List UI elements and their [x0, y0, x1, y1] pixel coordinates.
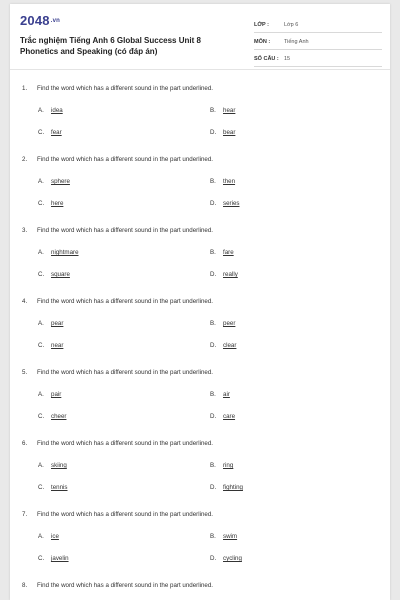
question-prompt-row	[22, 440, 213, 447]
site-logo[interactable]	[20, 13, 60, 28]
question-prompt-row	[22, 227, 213, 234]
question-prompt: Find the word which has a different sound in the part underlined.	[37, 156, 213, 163]
logo-text: 2048	[20, 13, 50, 28]
answer-option-d[interactable]	[210, 342, 236, 349]
answer-option-d[interactable]	[210, 271, 238, 278]
option-word: ring	[223, 462, 234, 469]
question-number: 7.	[22, 511, 28, 518]
option-letter: C.	[38, 413, 45, 420]
option-word: bear	[223, 129, 236, 136]
option-word: peer	[223, 320, 236, 327]
question-item	[10, 147, 390, 218]
option-word: here	[51, 200, 64, 207]
question-prompt: Find the word which has a different sound in the part underlined.	[37, 440, 213, 447]
answer-option-a[interactable]	[38, 391, 61, 398]
answer-option-b[interactable]	[210, 107, 235, 114]
option-letter: D.	[210, 200, 217, 207]
option-letter: C.	[38, 129, 45, 136]
option-letter: D.	[210, 129, 217, 136]
option-word: nightmare	[51, 249, 79, 256]
option-word: care	[223, 413, 236, 420]
question-number: 6.	[22, 440, 28, 447]
option-letter: C.	[38, 200, 45, 207]
question-prompt: Find the word which has a different sound in the part underlined.	[37, 511, 213, 518]
option-word: skiing	[51, 462, 67, 469]
question-number: 1.	[22, 85, 28, 92]
option-letter: C.	[38, 342, 45, 349]
option-letter: D.	[210, 484, 217, 491]
answer-option-a[interactable]	[38, 320, 63, 327]
question-prompt: Find the word which has a different sound in the part underlined.	[37, 227, 213, 234]
question-prompt: Find the word which has a different sound in the part underlined.	[37, 582, 213, 589]
meta-label: MÔN :	[254, 38, 271, 45]
answer-option-b[interactable]	[210, 178, 235, 185]
question-number: 2.	[22, 156, 28, 163]
answer-option-c[interactable]	[38, 200, 63, 207]
meta-label: SỐ CÂU :	[254, 55, 279, 62]
answer-option-b[interactable]	[210, 533, 237, 540]
meta-label: LỚP :	[254, 21, 269, 28]
question-prompt-row	[22, 582, 213, 589]
option-letter: B.	[210, 462, 216, 469]
worksheet-meta	[254, 17, 382, 68]
option-word: pair	[51, 391, 62, 398]
option-word: square	[51, 271, 70, 278]
question-prompt: Find the word which has a different sound in the part underlined.	[37, 85, 213, 92]
answer-option-d[interactable]	[210, 555, 242, 562]
answer-option-b[interactable]	[210, 320, 235, 327]
answer-option-d[interactable]	[210, 129, 235, 136]
meta-value: 15	[284, 55, 291, 62]
option-letter: B.	[210, 320, 216, 327]
option-word: sphere	[51, 178, 70, 185]
option-word: air	[223, 391, 230, 398]
answer-option-a[interactable]	[38, 249, 79, 256]
option-letter: B.	[210, 391, 216, 398]
answer-option-c[interactable]	[38, 129, 62, 136]
option-letter: C.	[38, 484, 45, 491]
worksheet-header	[10, 4, 390, 66]
option-word: ice	[51, 533, 59, 540]
answer-option-b[interactable]	[210, 249, 234, 256]
option-word: series	[223, 200, 240, 207]
answer-option-c[interactable]	[38, 271, 70, 278]
question-prompt-row	[22, 511, 213, 518]
option-word: fighting	[223, 484, 243, 491]
answer-option-a[interactable]	[38, 462, 67, 469]
worksheet-title: Trắc nghiệm Tiếng Anh 6 Global Success Unit 8 Phonetics and Speaking (có đáp án)	[20, 36, 201, 56]
answer-option-c[interactable]	[38, 413, 66, 420]
answer-option-c[interactable]	[38, 342, 63, 349]
option-word: cycling	[223, 555, 242, 562]
question-item	[10, 76, 390, 147]
question-list	[10, 76, 390, 600]
option-word: idea	[51, 107, 63, 114]
option-letter: D.	[210, 342, 217, 349]
option-letter: C.	[38, 555, 45, 562]
question-item	[10, 431, 390, 502]
question-prompt-row	[22, 369, 213, 376]
option-word: then	[223, 178, 236, 185]
option-letter: A.	[38, 533, 44, 540]
option-word: fare	[223, 249, 234, 256]
question-item	[10, 289, 390, 360]
question-prompt-row	[22, 156, 213, 163]
option-letter: D.	[210, 555, 217, 562]
meta-value: Tiếng Anh	[284, 38, 309, 45]
meta-row-class	[254, 17, 382, 33]
option-word: really	[223, 271, 238, 278]
option-letter: A.	[38, 178, 44, 185]
option-letter: A.	[38, 391, 44, 398]
answer-option-d[interactable]	[210, 413, 235, 420]
question-number: 4.	[22, 298, 28, 305]
answer-option-d[interactable]	[210, 200, 240, 207]
question-number: 8.	[22, 582, 28, 589]
option-letter: B.	[210, 107, 216, 114]
meta-value: Lớp 6	[284, 21, 299, 28]
option-word: clear	[223, 342, 237, 349]
logo-suffix: .vn	[50, 18, 61, 24]
answer-option-c[interactable]	[38, 555, 69, 562]
option-letter: C.	[38, 271, 45, 278]
option-word: hear	[223, 107, 236, 114]
option-word: cheer	[51, 413, 67, 420]
option-letter: A.	[38, 107, 44, 114]
option-word: tennis	[51, 484, 68, 491]
question-prompt: Find the word which has a different sound in the part underlined.	[37, 369, 213, 376]
question-prompt-row	[22, 85, 213, 92]
question-item	[10, 360, 390, 431]
worksheet-page	[10, 4, 390, 600]
question-item	[10, 218, 390, 289]
answer-option-b[interactable]	[210, 391, 230, 398]
meta-row-subject	[254, 34, 382, 50]
question-item	[10, 573, 390, 600]
meta-row-question-count	[254, 51, 382, 67]
answer-option-d[interactable]	[210, 484, 243, 491]
option-letter: B.	[210, 533, 216, 540]
option-word: swim	[223, 533, 238, 540]
option-word: fear	[51, 129, 62, 136]
answer-option-a[interactable]	[38, 107, 63, 114]
header-divider	[10, 69, 390, 70]
option-letter: A.	[38, 320, 44, 327]
question-item	[10, 502, 390, 573]
question-prompt-row	[22, 298, 213, 305]
option-letter: A.	[38, 462, 44, 469]
answer-option-a[interactable]	[38, 533, 59, 540]
option-word: pear	[51, 320, 64, 327]
option-letter: B.	[210, 249, 216, 256]
question-prompt: Find the word which has a different sound in the part underlined.	[37, 298, 213, 305]
question-number: 5.	[22, 369, 28, 376]
option-letter: D.	[210, 413, 217, 420]
option-letter: B.	[210, 178, 216, 185]
answer-option-b[interactable]	[210, 462, 233, 469]
option-word: javelin	[51, 555, 69, 562]
answer-option-a[interactable]	[38, 178, 70, 185]
option-word: near	[51, 342, 64, 349]
option-letter: D.	[210, 271, 217, 278]
answer-option-c[interactable]	[38, 484, 68, 491]
option-letter: A.	[38, 249, 44, 256]
question-number: 3.	[22, 227, 28, 234]
